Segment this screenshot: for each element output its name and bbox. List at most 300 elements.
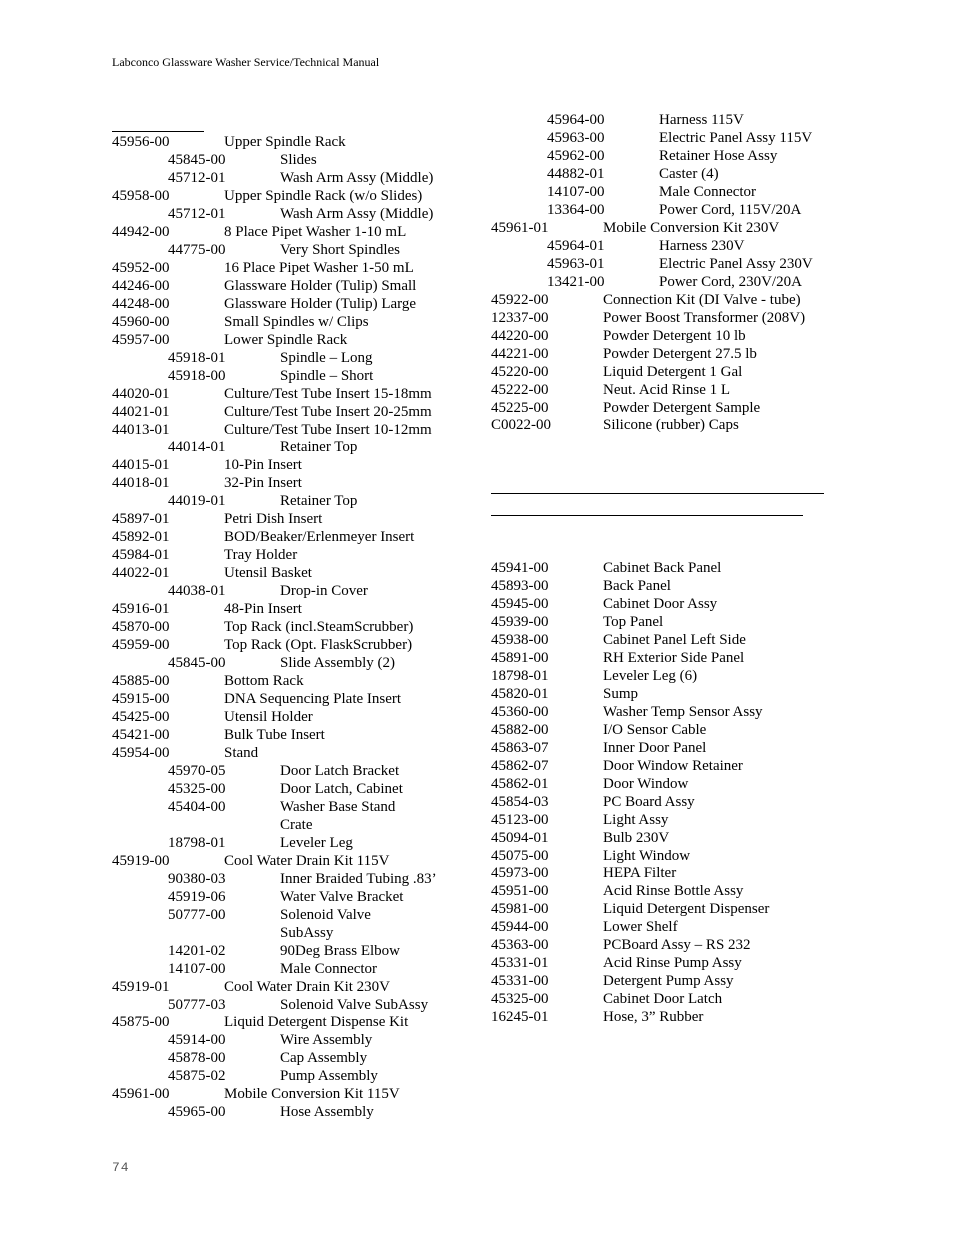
part-row [112, 691, 452, 709]
left-parts-list [112, 134, 452, 1122]
part-row [491, 937, 831, 955]
part-description: PCBoard Assy – RS 232 [603, 937, 751, 954]
part-number: 45854-03 [491, 793, 549, 810]
part-number: 45325-00 [491, 991, 549, 1008]
part-number: 45916-01 [112, 601, 170, 618]
part-description: Harness 230V [659, 237, 745, 254]
part-description: Neut. Acid Rinse 1 L [603, 381, 731, 398]
part-number: 44022-01 [112, 565, 170, 582]
part-number: 45712-01 [168, 205, 226, 222]
part-number: 16245-01 [491, 1009, 549, 1026]
part-row [112, 206, 452, 224]
part-description: 16 Place Pipet Washer 1-50 mL [224, 259, 414, 276]
part-number: 45222-00 [491, 381, 549, 398]
part-description: I/O Sensor Cable [603, 721, 707, 738]
part-number: 45225-00 [491, 399, 549, 416]
part-description: Mobile Conversion Kit 230V [603, 219, 780, 236]
part-description: Bulk Tube Insert [224, 726, 325, 743]
part-description: Crate [280, 816, 313, 833]
part-number: 45918-01 [168, 349, 226, 366]
part-number: 45891-00 [491, 649, 549, 666]
part-description: Inner Braided Tubing .83’ [280, 870, 437, 887]
part-number: 44246-00 [112, 277, 170, 294]
part-description: Hose, 3” Rubber [603, 1009, 704, 1026]
part-description: Cool Water Drain Kit 115V [224, 852, 390, 869]
part-number: 45892-01 [112, 529, 170, 546]
part-description: Bottom Rack [224, 673, 304, 690]
part-description: Liquid Detergent Dispenser [603, 901, 770, 918]
part-description: Door Window Retainer [603, 757, 743, 774]
part-description: Slides [280, 151, 317, 168]
part-description: Detergent Pump Assy [603, 973, 734, 990]
part-number: 45421-00 [112, 726, 170, 743]
part-number: 45075-00 [491, 847, 549, 864]
part-row [491, 901, 831, 919]
part-description: Door Latch Bracket [280, 762, 400, 779]
part-description: Cool Water Drain Kit 230V [224, 978, 390, 995]
part-row [491, 919, 831, 937]
part-row [491, 310, 831, 328]
part-row [112, 260, 452, 278]
part-description: Culture/Test Tube Insert 20-25mm [224, 403, 432, 420]
part-description: RH Exterior Side Panel [603, 649, 745, 666]
part-description: Water Valve Bracket [280, 888, 404, 905]
part-row [491, 382, 831, 400]
part-row [491, 883, 831, 901]
part-row [491, 184, 831, 202]
part-description: Cabinet Door Assy [603, 595, 718, 612]
part-row [112, 422, 452, 440]
part-number: 45878-00 [168, 1050, 226, 1067]
part-row [112, 475, 452, 493]
part-description: Acid Rinse Bottle Assy [603, 883, 744, 900]
part-number: 45965-00 [168, 1104, 226, 1121]
part-number: 13364-00 [547, 201, 605, 218]
part-number: 45918-00 [168, 367, 226, 384]
part-description: Culture/Test Tube Insert 10-12mm [224, 421, 432, 438]
part-number: 44882-01 [547, 165, 605, 182]
part-row [112, 457, 452, 475]
part-description: Cabinet Door Latch [603, 991, 723, 1008]
part-number: 44015-01 [112, 457, 170, 474]
part-number: 45961-00 [112, 1086, 170, 1103]
section-rule-right-1 [491, 493, 824, 494]
part-row [491, 256, 831, 274]
part-row [112, 871, 452, 889]
part-number: 44775-00 [168, 241, 226, 258]
part-number: 18798-01 [491, 667, 549, 684]
part-number: 45870-00 [112, 619, 170, 636]
part-row [491, 632, 831, 650]
part-row [112, 152, 452, 170]
part-row [491, 292, 831, 310]
page-header: Labconco Glassware Washer Service/Technical Manual [112, 55, 380, 69]
part-description: Slide Assembly (2) [280, 655, 395, 672]
part-description: Leveler Leg (6) [603, 667, 698, 684]
part-row [491, 758, 831, 776]
part-description: SubAssy [280, 924, 334, 941]
part-description: Cap Assembly [280, 1050, 368, 1067]
part-row [491, 220, 831, 238]
part-number: 14107-00 [547, 183, 605, 200]
part-row [112, 314, 452, 332]
part-description: Harness 115V [659, 112, 744, 128]
part-number: 45363-00 [491, 937, 549, 954]
part-description: Pump Assembly [280, 1068, 378, 1085]
part-description: Spindle – Long [280, 349, 373, 366]
part-description: Wash Arm Assy (Middle) [280, 169, 434, 186]
part-description: PC Board Assy [603, 793, 695, 810]
part-description: Power Boost Transformer (208V) [603, 309, 806, 326]
part-number: 44942-00 [112, 223, 170, 240]
part-description: Upper Spindle Rack (w/o Slides) [224, 187, 423, 204]
part-description: Washer Base Stand [280, 798, 396, 815]
part-row [491, 400, 831, 418]
part-row [112, 925, 452, 943]
part-row [112, 404, 452, 422]
part-description: Door Latch, Cabinet [280, 780, 403, 797]
part-number: 45331-01 [491, 955, 549, 972]
part-number: 45984-01 [112, 547, 170, 564]
part-row [112, 943, 452, 961]
part-number: 45952-00 [112, 259, 170, 276]
part-row [491, 1009, 831, 1027]
part-row [112, 817, 452, 835]
part-row [491, 650, 831, 668]
part-description: Solenoid Valve [280, 906, 371, 923]
part-row [491, 973, 831, 991]
part-description: Power Cord, 115V/20A [659, 201, 802, 218]
part-row [112, 637, 452, 655]
part-row [112, 979, 452, 997]
part-row [491, 955, 831, 973]
part-number: 45845-00 [168, 655, 226, 672]
part-description: Upper Spindle Rack [224, 134, 346, 150]
part-number: 45919-06 [168, 888, 226, 905]
part-number: 45919-00 [112, 852, 170, 869]
part-number: 45939-00 [491, 613, 549, 630]
part-number: 45956-00 [112, 134, 170, 150]
part-row [491, 830, 831, 848]
part-row [112, 439, 452, 457]
part-row [112, 278, 452, 296]
part-description: Hose Assembly [280, 1104, 374, 1121]
part-description: Very Short Spindles [280, 241, 400, 258]
part-row [491, 274, 831, 292]
part-row [491, 668, 831, 686]
part-row [112, 853, 452, 871]
part-number: 45957-00 [112, 331, 170, 348]
part-number: 45964-01 [547, 237, 605, 254]
part-number: 45875-02 [168, 1068, 226, 1085]
part-description: Power Cord, 230V/20A [659, 273, 802, 290]
part-number: 44038-01 [168, 583, 226, 600]
part-number: 45915-00 [112, 691, 170, 708]
part-description: Sump [603, 685, 639, 702]
part-description: Top Rack (incl.SteamScrubber) [224, 619, 414, 636]
part-row [491, 812, 831, 830]
part-number: 45954-00 [112, 744, 170, 761]
part-number: 45962-00 [547, 147, 605, 164]
part-number: 45970-05 [168, 762, 226, 779]
part-number: 44021-01 [112, 403, 170, 420]
part-description: Liquid Detergent 1 Gal [603, 363, 743, 380]
part-number: 45964-00 [547, 112, 605, 128]
part-row [112, 727, 452, 745]
part-row [491, 794, 831, 812]
part-row [112, 1104, 452, 1122]
part-description: 48-Pin Insert [224, 601, 302, 618]
part-number: 45893-00 [491, 577, 549, 594]
part-number: 44220-00 [491, 327, 549, 344]
part-number: 44221-00 [491, 345, 549, 362]
part-description: Electric Panel Assy 115V [659, 129, 813, 146]
part-row [491, 148, 831, 166]
part-description: Inner Door Panel [603, 739, 707, 756]
part-description: Leveler Leg [280, 834, 353, 851]
page-number: 74 [112, 1160, 130, 1175]
part-row [491, 865, 831, 883]
part-row [112, 529, 452, 547]
part-row [491, 578, 831, 596]
part-row [112, 368, 452, 386]
part-number: 44020-01 [112, 385, 170, 402]
part-number: 45959-00 [112, 637, 170, 654]
part-number: 45863-07 [491, 739, 549, 756]
part-number: 45961-01 [491, 219, 549, 236]
part-description: HEPA Filter [603, 865, 677, 882]
part-description: Drop-in Cover [280, 583, 368, 600]
part-row [112, 332, 452, 350]
part-number: 45981-00 [491, 901, 549, 918]
part-row [491, 202, 831, 220]
part-number: 45875-00 [112, 1014, 170, 1031]
part-description: Solenoid Valve SubAssy [280, 996, 429, 1013]
part-description: Retainer Top [280, 439, 358, 456]
part-number: 44018-01 [112, 475, 170, 492]
part-description: 32-Pin Insert [224, 475, 302, 492]
part-number: 45862-01 [491, 775, 549, 792]
part-row [491, 166, 831, 184]
part-description: DNA Sequencing Plate Insert [224, 691, 402, 708]
part-number: 14107-00 [168, 960, 226, 977]
part-number: 45944-00 [491, 919, 549, 936]
part-description: Lower Shelf [603, 919, 678, 936]
part-description: Lower Spindle Rack [224, 331, 348, 348]
part-row [491, 614, 831, 632]
right-parts-list-top [491, 112, 831, 435]
part-number: 44014-01 [168, 439, 226, 456]
part-description: Utensil Holder [224, 709, 313, 725]
part-description: 8 Place Pipet Washer 1-10 mL [224, 223, 407, 240]
part-row [112, 619, 452, 637]
part-description: Back Panel [603, 577, 671, 594]
part-row [112, 889, 452, 907]
part-description: Powder Detergent Sample [603, 399, 761, 416]
part-row [112, 493, 452, 511]
part-description: Retainer Hose Assy [659, 147, 778, 164]
part-row [112, 224, 452, 242]
part-row [112, 1050, 452, 1068]
part-description: Glassware Holder (Tulip) Small [224, 277, 417, 294]
part-number: 45845-00 [168, 151, 226, 168]
part-description: Light Assy [603, 811, 669, 828]
part-row [112, 709, 452, 727]
part-number: 45425-00 [112, 709, 170, 725]
part-row [112, 1014, 452, 1032]
part-description: Retainer Top [280, 493, 358, 510]
part-number: 45897-01 [112, 511, 170, 528]
part-row [112, 781, 452, 799]
part-description: Cabinet Back Panel [603, 560, 722, 576]
part-row [112, 835, 452, 853]
part-number: 45922-00 [491, 291, 549, 308]
part-number: 45938-00 [491, 631, 549, 648]
part-row [112, 763, 452, 781]
part-row [112, 907, 452, 925]
part-description: Male Connector [659, 183, 757, 200]
part-number: 90380-03 [168, 870, 226, 887]
part-row [491, 364, 831, 382]
part-row [112, 1086, 452, 1104]
part-number: 45123-00 [491, 811, 549, 828]
part-number: 45094-01 [491, 829, 549, 846]
part-row [112, 296, 452, 314]
part-number: 45958-00 [112, 187, 170, 204]
part-number: 44248-00 [112, 295, 170, 312]
part-row [491, 740, 831, 758]
part-row [491, 704, 831, 722]
part-description: Cabinet Panel Left Side [603, 631, 746, 648]
part-number: 44013-01 [112, 421, 170, 438]
part-number: 18798-01 [168, 834, 226, 851]
part-row [112, 134, 452, 152]
part-row [112, 583, 452, 601]
part-number: 45963-00 [547, 129, 605, 146]
part-description: Top Rack (Opt. FlaskScrubber) [224, 637, 413, 654]
part-number: 50777-00 [168, 906, 226, 923]
part-row [112, 745, 452, 763]
part-description: Wash Arm Assy (Middle) [280, 205, 434, 222]
part-description: Door Window [603, 775, 689, 792]
part-row [491, 328, 831, 346]
part-number: 44019-01 [168, 493, 226, 510]
part-description: Culture/Test Tube Insert 15-18mm [224, 385, 432, 402]
part-row [112, 511, 452, 529]
part-number: 45862-07 [491, 757, 549, 774]
part-row [491, 417, 831, 435]
part-description: Tray Holder [224, 547, 298, 564]
part-number: 45960-00 [112, 313, 170, 330]
part-description: Bulb 230V [603, 829, 670, 846]
part-number: 45973-00 [491, 865, 549, 882]
part-row [112, 1032, 452, 1050]
part-row [491, 112, 831, 130]
part-description: 10-Pin Insert [224, 457, 302, 474]
right-parts-list-bottom [491, 560, 831, 1027]
part-number: C0022-00 [491, 417, 551, 434]
part-description: Liquid Detergent Dispense Kit [224, 1014, 409, 1031]
part-description: Electric Panel Assy 230V [659, 255, 813, 272]
part-description: Utensil Basket [224, 565, 312, 582]
part-row [112, 673, 452, 691]
part-number: 45945-00 [491, 595, 549, 612]
part-row [491, 346, 831, 364]
part-row [491, 991, 831, 1009]
part-row [112, 601, 452, 619]
part-description: Wire Assembly [280, 1032, 373, 1049]
part-number: 12337-00 [491, 309, 549, 326]
part-number: 45820-01 [491, 685, 549, 702]
part-description: Male Connector [280, 960, 378, 977]
part-row [112, 997, 452, 1015]
part-description: Powder Detergent 10 lb [603, 327, 746, 344]
part-description: 90Deg Brass Elbow [280, 942, 400, 959]
part-row [112, 350, 452, 368]
part-row [112, 242, 452, 260]
part-row [491, 238, 831, 256]
part-row [112, 386, 452, 404]
part-description: Acid Rinse Pump Assy [603, 955, 742, 972]
part-row [491, 686, 831, 704]
part-row [491, 560, 831, 578]
part-number: 50777-03 [168, 996, 226, 1013]
part-number: 45941-00 [491, 560, 549, 576]
part-row [491, 130, 831, 148]
part-number: 45331-00 [491, 973, 549, 990]
part-number: 45325-00 [168, 780, 226, 797]
part-number: 45220-00 [491, 363, 549, 380]
part-number: 14201-02 [168, 942, 226, 959]
part-number: 45963-01 [547, 255, 605, 272]
part-description: Glassware Holder (Tulip) Large [224, 295, 417, 312]
part-number: 45919-01 [112, 978, 170, 995]
part-description: Light Window [603, 847, 691, 864]
part-row [112, 547, 452, 565]
part-description: Caster (4) [659, 165, 719, 182]
part-number: 45885-00 [112, 673, 170, 690]
part-number: 45882-00 [491, 721, 549, 738]
part-description: Mobile Conversion Kit 115V [224, 1086, 400, 1103]
part-row [112, 799, 452, 817]
part-row [112, 565, 452, 583]
part-description: Spindle – Short [280, 367, 374, 384]
part-description: Top Panel [603, 613, 664, 630]
part-number: 45360-00 [491, 703, 549, 720]
part-description: Stand [224, 744, 259, 761]
part-number: 45404-00 [168, 798, 226, 815]
part-row [112, 961, 452, 979]
part-description: Washer Temp Sensor Assy [603, 703, 763, 720]
part-description: Silicone (rubber) Caps [603, 417, 739, 434]
section-rule-left [112, 131, 204, 132]
part-description: Petri Dish Insert [224, 511, 323, 528]
part-row [491, 776, 831, 794]
section-rule-right-2 [491, 515, 803, 516]
part-description: BOD/Beaker/Erlenmeyer Insert [224, 529, 415, 546]
part-row [112, 170, 452, 188]
part-number: 45951-00 [491, 883, 549, 900]
part-description: Connection Kit (DI Valve - tube) [603, 291, 801, 308]
part-number: 45712-01 [168, 169, 226, 186]
part-row [491, 848, 831, 866]
part-row [491, 722, 831, 740]
part-description: Small Spindles w/ Clips [224, 313, 369, 330]
part-row [112, 1068, 452, 1086]
part-number: 13421-00 [547, 273, 605, 290]
part-row [112, 188, 452, 206]
part-row [491, 596, 831, 614]
